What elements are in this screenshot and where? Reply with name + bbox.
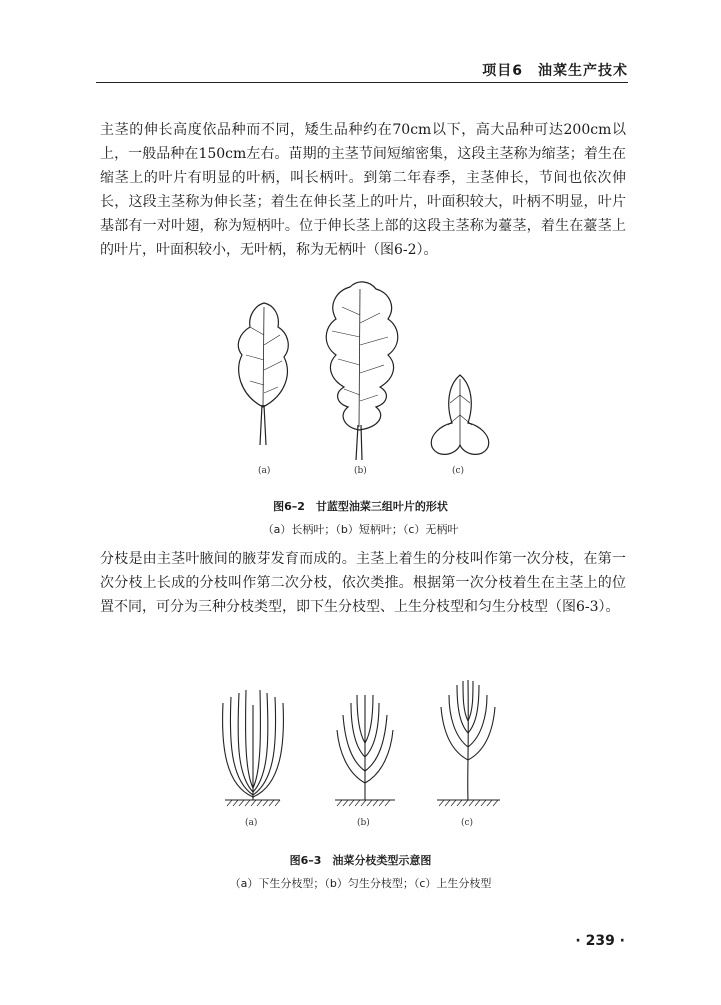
figure1-title: 图6–2 甘蓝型油菜三组叶片的形状 bbox=[273, 500, 448, 513]
label-c: (c) bbox=[461, 818, 474, 828]
label-a: (a) bbox=[258, 466, 271, 476]
label-a: (a) bbox=[245, 818, 258, 828]
running-header bbox=[96, 58, 628, 83]
header-title: 项目6 油菜生产技术 bbox=[482, 63, 628, 79]
figure-branching-types bbox=[215, 675, 515, 835]
branching-even-type bbox=[335, 695, 395, 806]
branching-upper-type bbox=[437, 680, 500, 806]
label-b: (b) bbox=[357, 818, 370, 828]
figure2-title: 图6–3 油菜分枝类型示意图 bbox=[289, 854, 432, 867]
branching-lower-type bbox=[223, 690, 284, 806]
label-c: (c) bbox=[452, 466, 465, 476]
figure1-subtitle: （a）长柄叶；（b）短柄叶；（c）无柄叶 bbox=[262, 523, 459, 536]
figure2-subtitle: （a）下生分枝型；（b）匀生分枝型；（c）上生分枝型 bbox=[229, 877, 492, 890]
figure-leaf-shapes bbox=[220, 275, 500, 485]
leaf-sessile bbox=[431, 375, 488, 454]
leaf-short-petiole bbox=[326, 282, 398, 460]
label-b: (b) bbox=[354, 466, 367, 476]
leaf-long-petiole bbox=[238, 303, 288, 445]
paragraph-stem: 主茎的伸长高度依品种而不同，矮生品种约在70cm以下，高大品种可达200cm以上，一般品种在150cm左右。苗期的主茎节间短缩密集，这段主茎称为缩茎；着生在缩茎上的叶片有明显的叶柄，叫长柄叶。到第二年春季，主茎伸长，节间也依次伸长，这段主茎称为伸长茎；着生在伸长茎上的叶片，叶面积较大，叶柄不明显，叶片基部有一对叶翅，称为短柄叶。位于伸长茎上部的这段主茎称为薹茎，着生在薹茎上的叶片，叶面积较小，无叶柄，称为无柄叶（图6-2）。 bbox=[100, 122, 626, 258]
page-number: · 239 · bbox=[575, 933, 625, 949]
paragraph-branching: 分枝是由主茎叶腋间的腋芽发育而成的。主茎上着生的分枝叫作第一次分枝，在第一次分枝上长成的分枝叫作第二次分枝，依次类推。根据第一次分枝着生在主茎上的位置不同，可分为三种分枝类型，即下生分枝型、上生分枝型和匀生分枝型（图6-3）。 bbox=[100, 551, 626, 615]
